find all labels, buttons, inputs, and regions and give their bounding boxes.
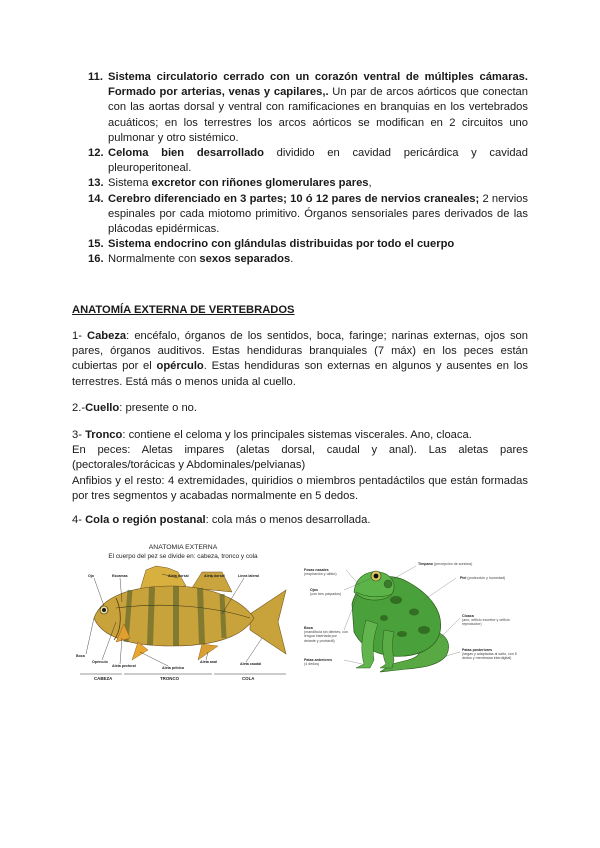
fish-label-pectoral-fin: Aleta pectoral [112, 664, 136, 668]
feature-text: Normalmente con [108, 253, 200, 266]
frog-label-tympanum: Tímpano (percepción de sonidos) [418, 562, 473, 566]
feature-text: excretor con riñones glomerulares pares [151, 177, 369, 190]
feature-item [88, 70, 528, 146]
fish-label-mouth: Boca [76, 654, 85, 658]
frog-label-nostrils: Fosas nasales (respiración y olfato) [304, 568, 337, 577]
feature-text: . [290, 253, 294, 266]
feature-item [88, 146, 528, 176]
feature-text: , [368, 177, 372, 190]
feature-item [88, 192, 529, 238]
feature-number: 16. [88, 253, 104, 266]
feature-item [88, 252, 528, 267]
paragraph-text: : encéfalo, órganos de los sentidos, boca, faringe; narinas externas, ojos son pares, órganos auditivos. Estas hendiduras branquiales (7 máx) en los peces están cubiertas por el [72, 330, 528, 373]
feature-number: 14. [88, 192, 104, 205]
paragraph-text: : contiene el celoma y los principales sistemas viscerales. Ano, cloaca. [122, 429, 472, 441]
fish-region-trunk: TRONCO [160, 676, 180, 681]
fish-anatomy-figure [72, 542, 294, 688]
section-heading [72, 303, 528, 318]
paragraph-text: Tronco [85, 429, 123, 441]
feature-text: Celoma bien desarrollado [108, 147, 264, 160]
feature-text: Cerebro diferenciado en 3 partes; 10 ó 12 pares de nervios craneales; [108, 192, 480, 205]
paragraph-text: En peces: Aletas impares (aletas dorsal, caudal y anal). Las aletas pares (pectorales/torácicas y Abdominales/pelvianas) [72, 444, 528, 472]
paragraph-text: 3- [72, 429, 86, 441]
fish-label-lateral-line: Línea lateral [238, 574, 259, 578]
frog-label-hind-legs: Patas posteriores (largas y adaptadas al salto, con 5 dedos y membrana interdigital) [462, 648, 517, 661]
paragraph-text: opérculo [156, 360, 204, 373]
frog-label-front-legs: Patas anteriores (4 dedos) [304, 658, 332, 667]
feature-item [88, 176, 528, 191]
paragraph-text: 1- [72, 330, 87, 342]
vertebrate-characteristics-list [88, 70, 529, 268]
frog-label-mouth: Boca (mandíbula sin dientes, con lengua insertada por delante y protráctil) [304, 626, 348, 643]
paragraph-text: Cabeza [86, 330, 127, 342]
feature-item [88, 237, 528, 252]
fish-region-tail: COLA [242, 676, 255, 681]
frog-anatomy-figure [296, 560, 528, 682]
feature-number: 15. [88, 238, 104, 251]
paragraph-limbs [72, 474, 528, 504]
fish-label-dorsal-fin-1: Aleta dorsal [168, 574, 189, 578]
anatomy-heading: ANATOMÍA EXTERNA DE VERTEBRADOS [72, 304, 295, 316]
feature-number: 12. [88, 147, 104, 160]
paragraph-text: : cola más o menos desarrollada. [205, 514, 371, 526]
paragraph-text: 2.- [72, 402, 86, 414]
fish-figure-subtitle: El cuerpo del pez se divide en: cabeza, tronco y cola [108, 553, 258, 560]
fish-region-head: CABEZA [94, 676, 113, 681]
paragraph-text: Cuello [85, 402, 120, 414]
fish-label-pelvic-fin: Aleta pélvica [162, 666, 184, 670]
paragraph-tail [72, 513, 528, 528]
paragraph-text: 4- [72, 514, 86, 526]
fish-label-operculum: Opérculo [92, 660, 108, 664]
paragraph-text: . Estas hendiduras son externas en algunos y ausentes en los terrestres. Está más o menos unida al cuello. [72, 360, 528, 388]
frog-label-eyes: Ojos (con tres párpados) [310, 588, 342, 597]
frog-label-cloaca: Cloaca (ano, orificio excretor y orificio reproductor) [462, 614, 510, 627]
fish-label-caudal-fin: Aleta caudal [240, 662, 262, 666]
feature-text: 2 nervios espinales por cada miotomo primitivo. Órganos sensoriales pares derivados de las plácodas epidérmicas. [108, 192, 529, 236]
feature-text: Sistema [108, 177, 152, 190]
fish-figure-title: ANATOMIA EXTERNA [148, 544, 218, 551]
feature-text: Sistema endocrino con glándulas distribuidas por todo el cuerpo [108, 238, 455, 251]
paragraph-fins [72, 443, 528, 473]
frog-label-skin: Piel (protección y humedad) [460, 576, 506, 580]
paragraph-text: : presente o no. [119, 402, 197, 414]
paragraph-neck [72, 401, 528, 416]
fish-label-eye: Ojo [88, 574, 94, 578]
paragraph-text: Anfibios y el resto: 4 extremidades, quiridios o miembros pentadáctilos que están formadas por tres segmentos y acabadas normalmente en 5 dedos. [72, 475, 528, 503]
paragraph-text: Cola o región postanal [85, 514, 206, 526]
feature-text: dividido en cavidad pericárdica y cavidad pleuroperitoneal. [108, 147, 528, 175]
feature-text: sexos separados [199, 253, 291, 266]
fish-label-dorsal-fin-2: Aleta dorsal [204, 574, 225, 578]
fish-label-anal-fin: Aleta anal [200, 660, 217, 664]
paragraph-trunk [72, 428, 528, 443]
feature-number: 13. [88, 177, 104, 190]
fish-label-scales: Escamas [112, 574, 128, 578]
feature-text: Sistema circulatorio cerrado con un corazón ventral de múltiples cámaras. Formado por arterias, venas y capilares,. [108, 71, 528, 99]
paragraph-head [72, 329, 528, 390]
feature-number: 11. [88, 71, 103, 83]
feature-text: Un par de arcos aórticos que conectan con las aortas dorsal y ventral con ramificaciones en branquias en los vertebrados acuáticos; en los terrestres los arcos aórticos se modifican en 2 circuitos uno pulmonar y otro sistémico. [108, 86, 528, 144]
